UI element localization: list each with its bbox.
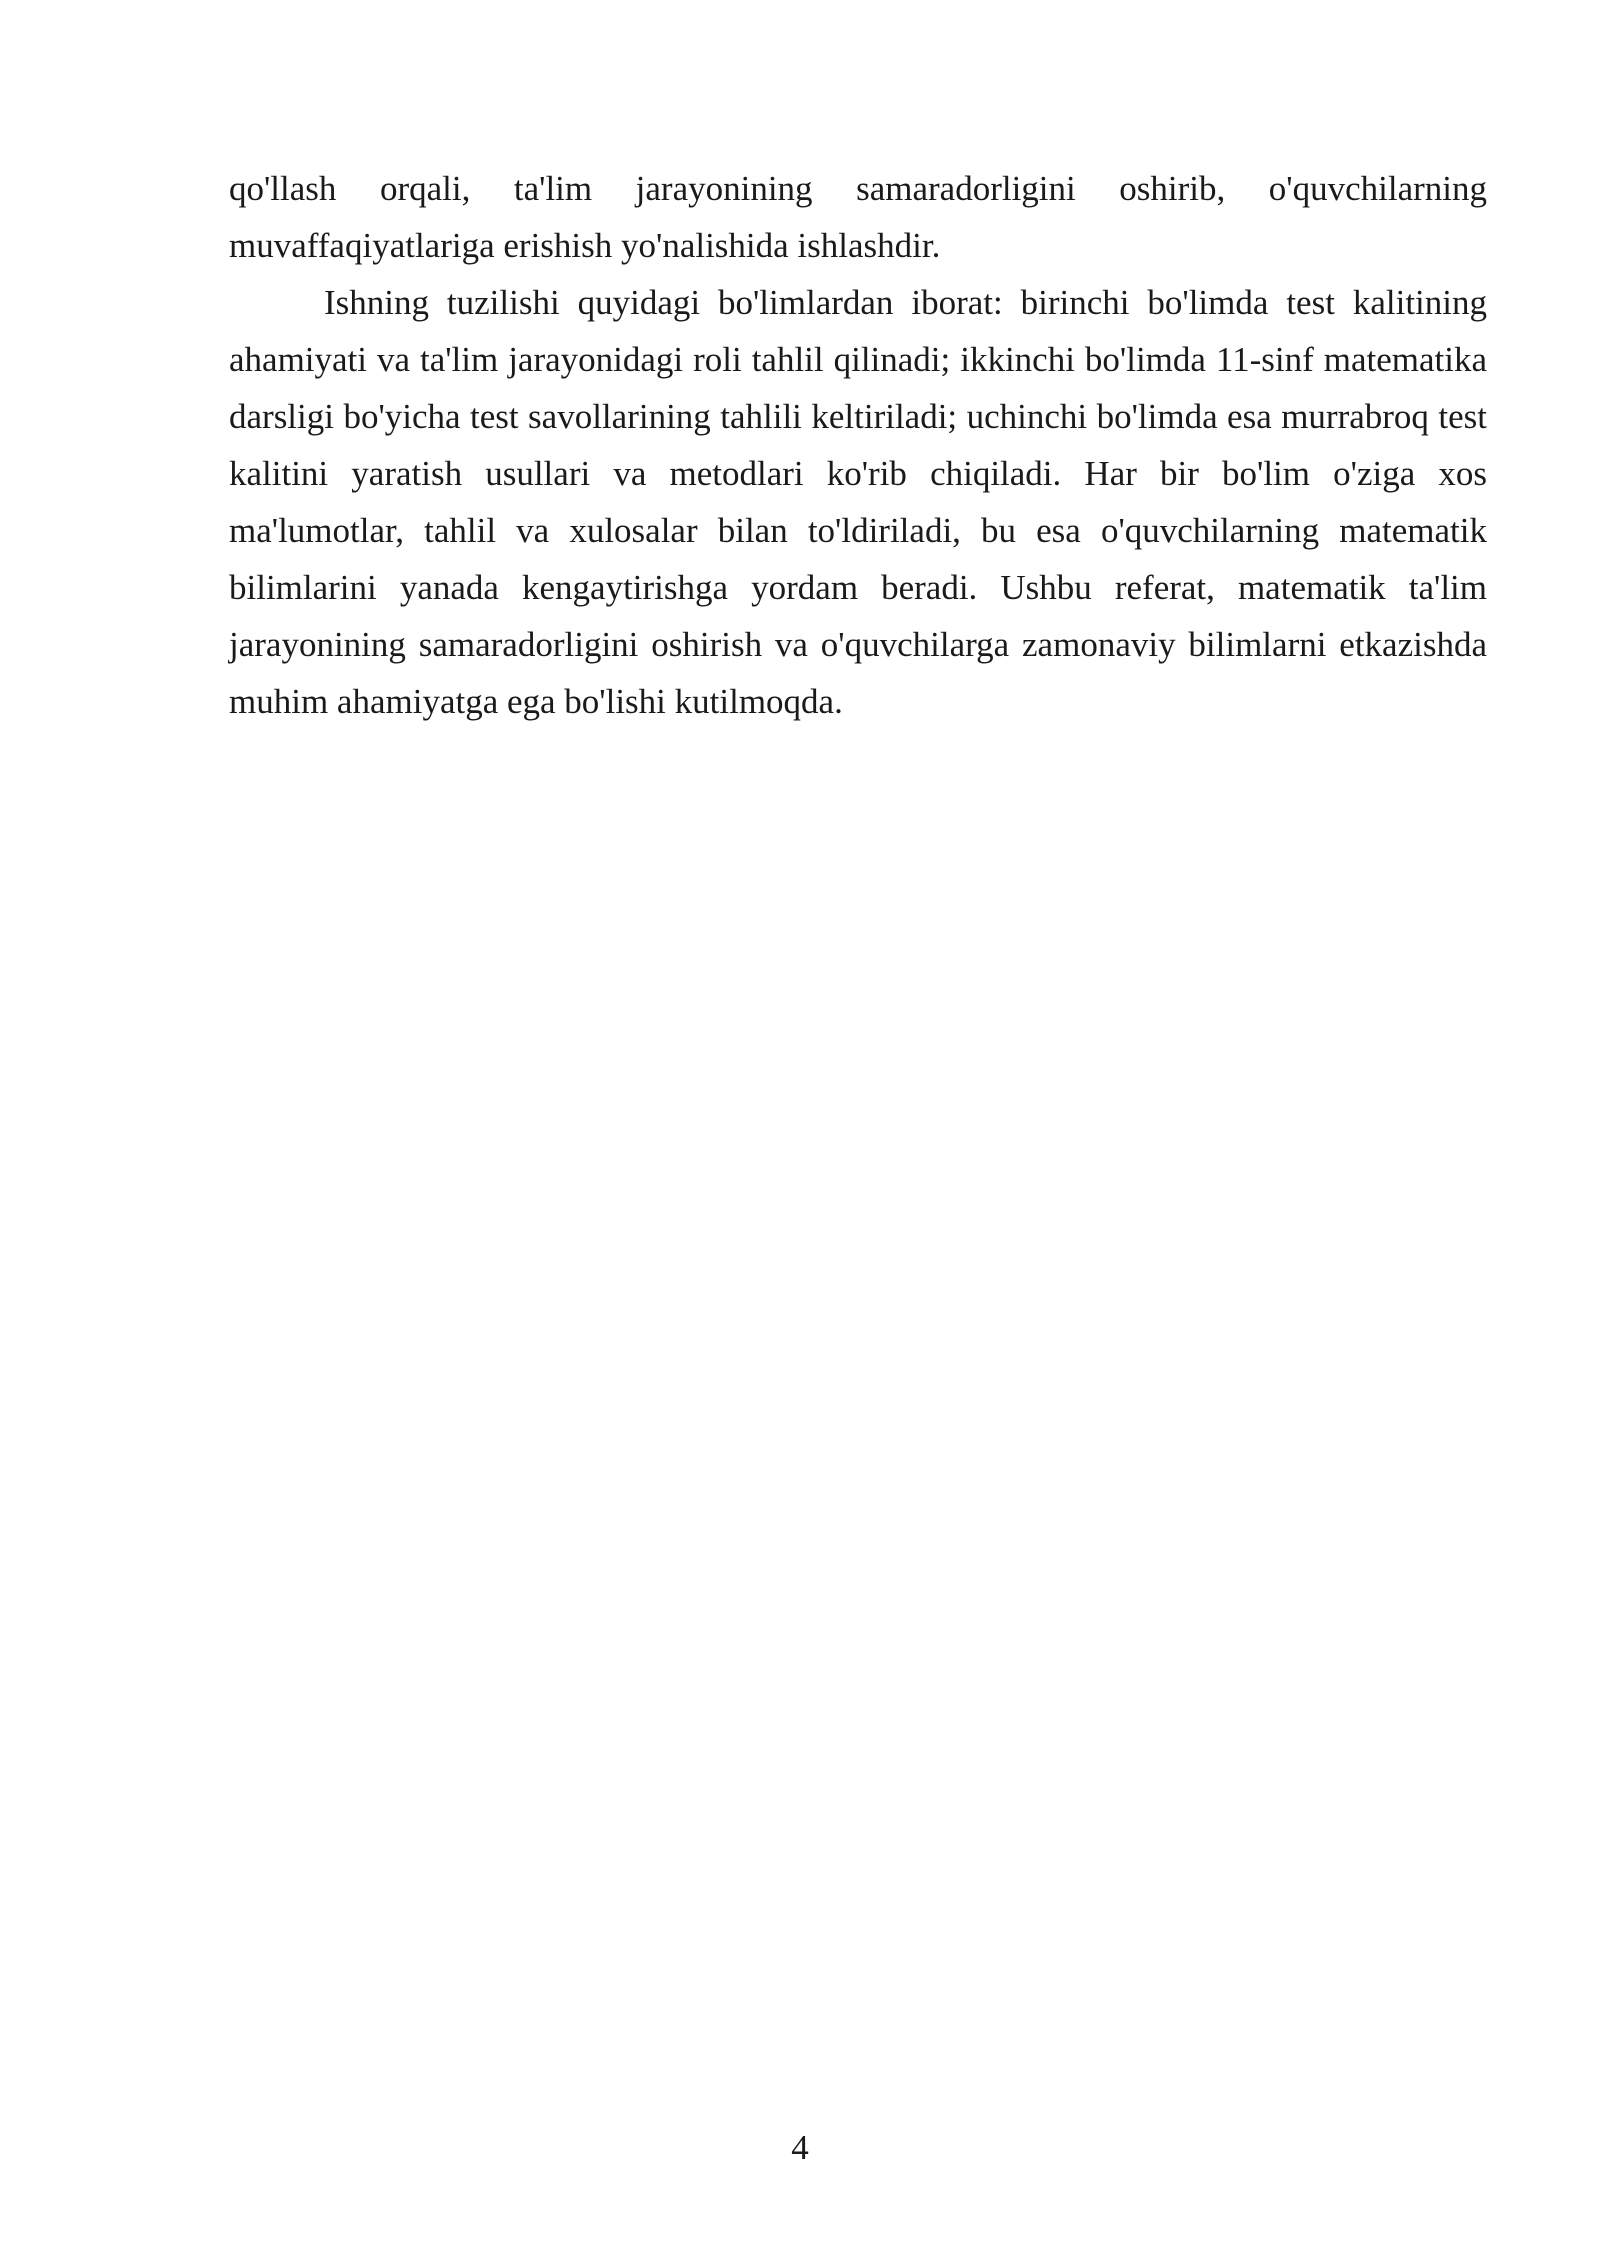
paragraph-structure: Ishning tuzilishi quyidagi bo'limlardan iborat: birinchi bo'limda test kalitining ahamiyati va ta'lim jarayonidagi roli tahlil qilinadi; ikkinchi bo'limda 11-sinf matematika darsligi bo'yicha test savollarining tahlili keltiriladi; uchinchi bo'limda esa murrabroq test kalitini yaratish usullari va metodlari ko'rib chiqiladi. Har bir bo'lim o'ziga xos ma'lumotlar, tahlil va xulosalar bilan to'ldiriladi, bu esa o'quvchilarning matematik bilimlarini yanada kengaytirishga yordam beradi. Ushbu referat, matematik ta'lim jarayonining samaradorligini oshirish va o'quvchilarga zamonaviy bilimlarni etkazishda muhim ahamiyatga ega bo'lishi kutilmoqda. [229, 283, 1487, 721]
body-text [229, 160, 1487, 730]
page-number: 4 [791, 2128, 809, 2167]
paragraph-continuation: qo'llash orqali, ta'lim jarayonining samaradorligini oshirib, o'quvchilarning muvaffaqiyatlariga erishish yo'nalishida ishlashdir. [229, 169, 1487, 265]
